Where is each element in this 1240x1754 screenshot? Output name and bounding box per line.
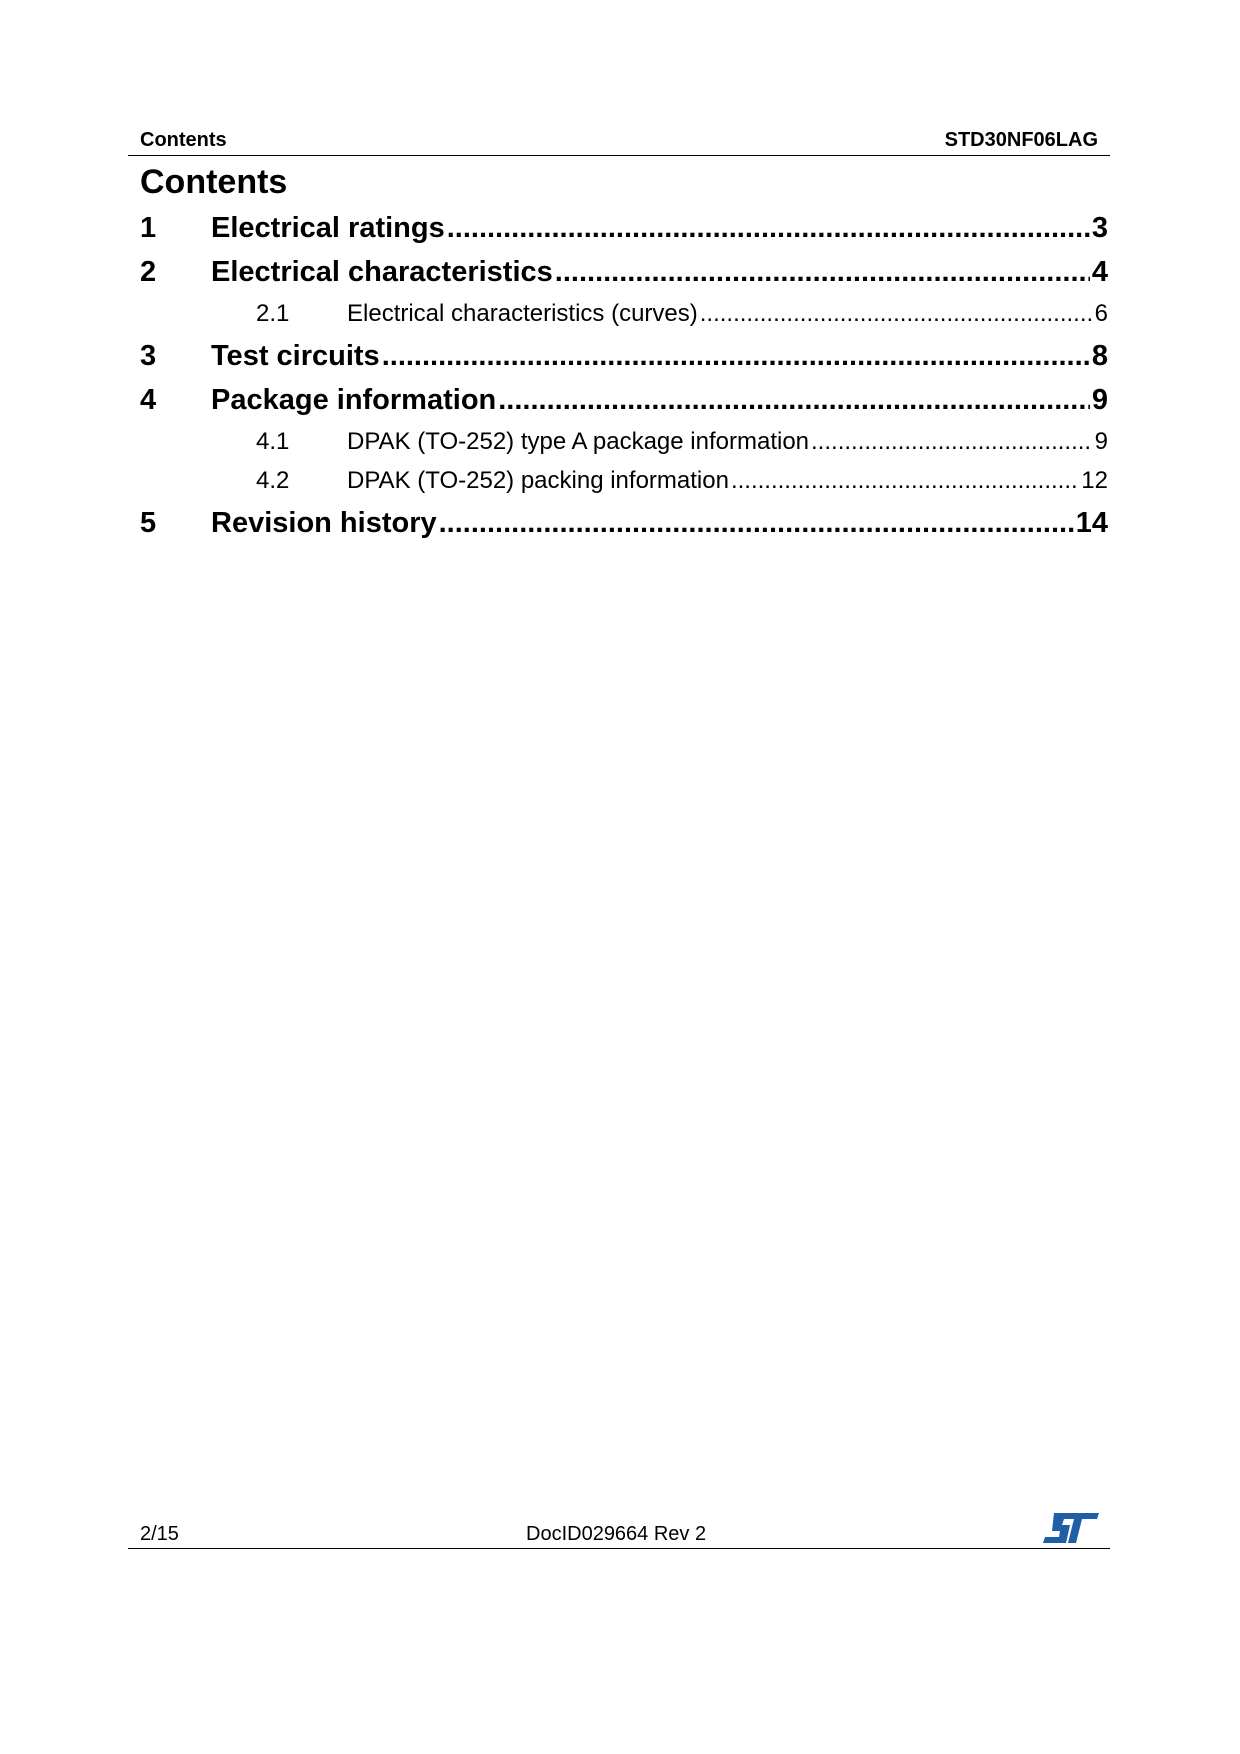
footer-page-indicator: 2/15 — [140, 1523, 179, 1545]
toc-entry-number: 2.1 — [256, 300, 290, 327]
st-logo-icon — [1042, 1512, 1100, 1546]
toc-entry-number: 5 — [140, 507, 157, 539]
toc-title: Contents — [140, 163, 288, 201]
toc-entry-4-2[interactable] — [256, 466, 1108, 496]
toc-entry-number: 4 — [140, 384, 157, 416]
toc-entry-number: 4.1 — [256, 428, 290, 455]
toc-entry-1[interactable] — [140, 210, 1108, 246]
toc-entry-4[interactable] — [140, 382, 1108, 418]
toc-dot-leader — [439, 505, 1074, 541]
toc-entry-page: 9 — [1094, 428, 1108, 455]
toc-entry-page: 4 — [1091, 256, 1108, 288]
toc-dot-leader — [811, 427, 1093, 457]
toc-entry-number: 1 — [140, 212, 157, 244]
header-rule — [128, 155, 1110, 156]
toc-entry-label: DPAK (TO-252) packing information — [347, 467, 729, 494]
toc-entry-label: Electrical ratings — [211, 212, 445, 244]
toc-entry-5[interactable] — [140, 505, 1108, 541]
toc-entry-number: 2 — [140, 256, 157, 288]
toc-dot-leader — [731, 466, 1079, 496]
running-header — [128, 128, 1110, 152]
toc-entry-label: Package information — [211, 384, 497, 416]
footer-doc-id: DocID029664 Rev 2 — [526, 1523, 707, 1545]
toc-dot-leader — [555, 254, 1090, 290]
toc-entry-page: 12 — [1081, 467, 1108, 494]
toc-entry-page: 6 — [1094, 300, 1108, 327]
toc-entry-label: DPAK (TO-252) type A package information — [347, 428, 810, 455]
toc-dot-leader — [447, 210, 1090, 246]
toc-entry-page: 8 — [1091, 340, 1108, 372]
toc-entry-number: 3 — [140, 340, 157, 372]
toc-entry-label: Revision history — [211, 507, 437, 539]
toc-entry-page: 14 — [1075, 507, 1108, 539]
toc-entry-4-1[interactable] — [256, 427, 1108, 457]
toc-entry-label: Test circuits — [211, 340, 380, 372]
toc-entry-number: 4.2 — [256, 467, 290, 494]
toc-entry-page: 3 — [1091, 212, 1108, 244]
toc-dot-leader — [382, 338, 1090, 374]
toc-entry-page: 9 — [1091, 384, 1108, 416]
header-section: Contents — [140, 129, 227, 151]
toc-entry-3[interactable] — [140, 338, 1108, 374]
toc-entry-label: Electrical characteristics — [211, 256, 553, 288]
toc-entry-2[interactable] — [140, 254, 1108, 290]
toc-dot-leader — [700, 299, 1093, 329]
toc-entry-label: Electrical characteristics (curves) — [347, 300, 698, 327]
header-part-number: STD30NF06LAG — [944, 129, 1098, 151]
toc-dot-leader — [498, 382, 1090, 418]
toc-entry-2-1[interactable] — [256, 299, 1108, 329]
footer-rule — [128, 1548, 1110, 1549]
